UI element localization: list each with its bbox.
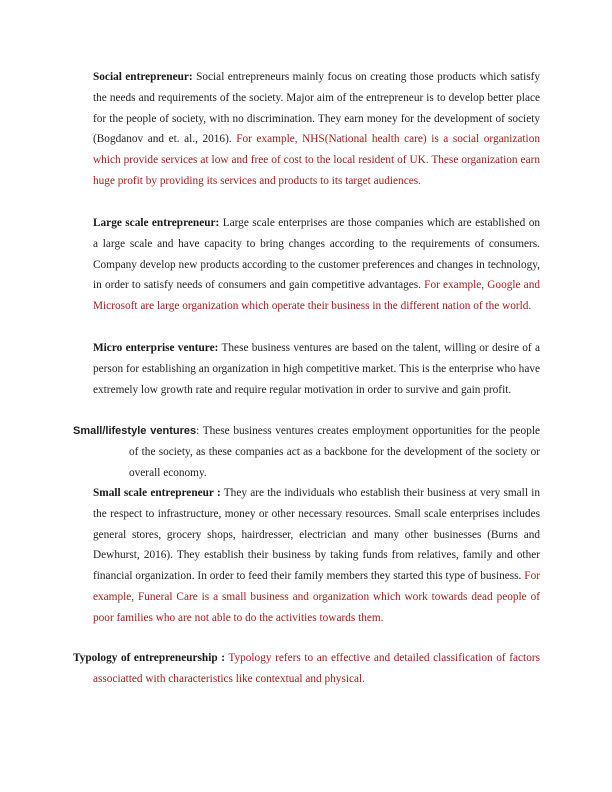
paragraph-typology [73, 648, 540, 690]
heading-small-scale-entrepreneur: Small scale entrepreneur : [93, 487, 221, 499]
example-small-scale-entrepreneur: For example, Funeral Care is a small business and organization which work towards dead people of poor families who are not able to do the activities towards them. [93, 570, 540, 624]
heading-micro-enterprise: Micro enterprise venture: [93, 342, 219, 354]
heading-small-lifestyle-ventures: Small/lifestyle ventures [73, 425, 197, 437]
paragraph-small-scale-entrepreneur [93, 483, 540, 629]
body-micro-enterprise: These business ventures are based on the talent, willing or desire of a person for establishing an organization in high competitive market. This is the enterprise who have extremely low growth rate and require regular motivation in order to survive and gain profit. [93, 342, 540, 396]
heading-large-scale-entrepreneur: Large scale entrepreneur: [93, 217, 220, 229]
body-small-lifestyle-ventures: : These business ventures creates employment opportunities for the people of the society, as these companies act as a backbone for the development of the society or overall economy. [129, 425, 540, 479]
example-social-entrepreneur: For example, NHS(National health care) is a social organization which provide services at low and free of cost to the local resident of UK. These organization earn huge profit by providing its services and products to its target audiences. [93, 133, 540, 187]
paragraph-micro-enterprise [93, 338, 540, 400]
example-large-scale-entrepreneur: For example, Google and Microsoft are large organization which operate their business in the different nation of the world. [93, 279, 540, 313]
definition-typology: Typology refers to an effective and detailed classification of factors associatted with characteristics like contextual and physical. [93, 652, 540, 685]
heading-social-entrepreneur: Social entrepreneur: [93, 71, 193, 83]
body-large-scale-entrepreneur: Large scale enterprises are those companies which are established on a large scale and have capacity to bring changes according to the requirements of consumers. Company develop new products according to the customer preferences and changes in technology, in order to satisfy needs of consumers and gain competitive advantages. [93, 217, 540, 292]
paragraph-small-lifestyle-ventures [73, 421, 540, 483]
body-social-entrepreneur: Social entrepreneurs mainly focus on creating those products which satisfy the needs and requirements of the society. Major aim of the entrepreneur is to develop better place for the people of society, with no discrimination. They earn money for the development of society (Bogdanov and et. al., 2016). [93, 71, 541, 146]
body-small-scale-entrepreneur: They are the individuals who establish their business at very small in the respect to infrastructure, money or other necessary resources. Small scale enterprises includes general stores, grocery shops, hairdresser, electrician and many other businesses (Burns and Dewhurst, 2016). They establish their business by taking funds from relatives, family and other financial organization. In order to feed their family members they started this type of business. [93, 487, 540, 583]
heading-typology: Typology of entrepreneurship : [73, 652, 225, 664]
paragraph-large-scale-entrepreneur [93, 213, 540, 317]
paragraph-social-entrepreneur [93, 67, 540, 192]
